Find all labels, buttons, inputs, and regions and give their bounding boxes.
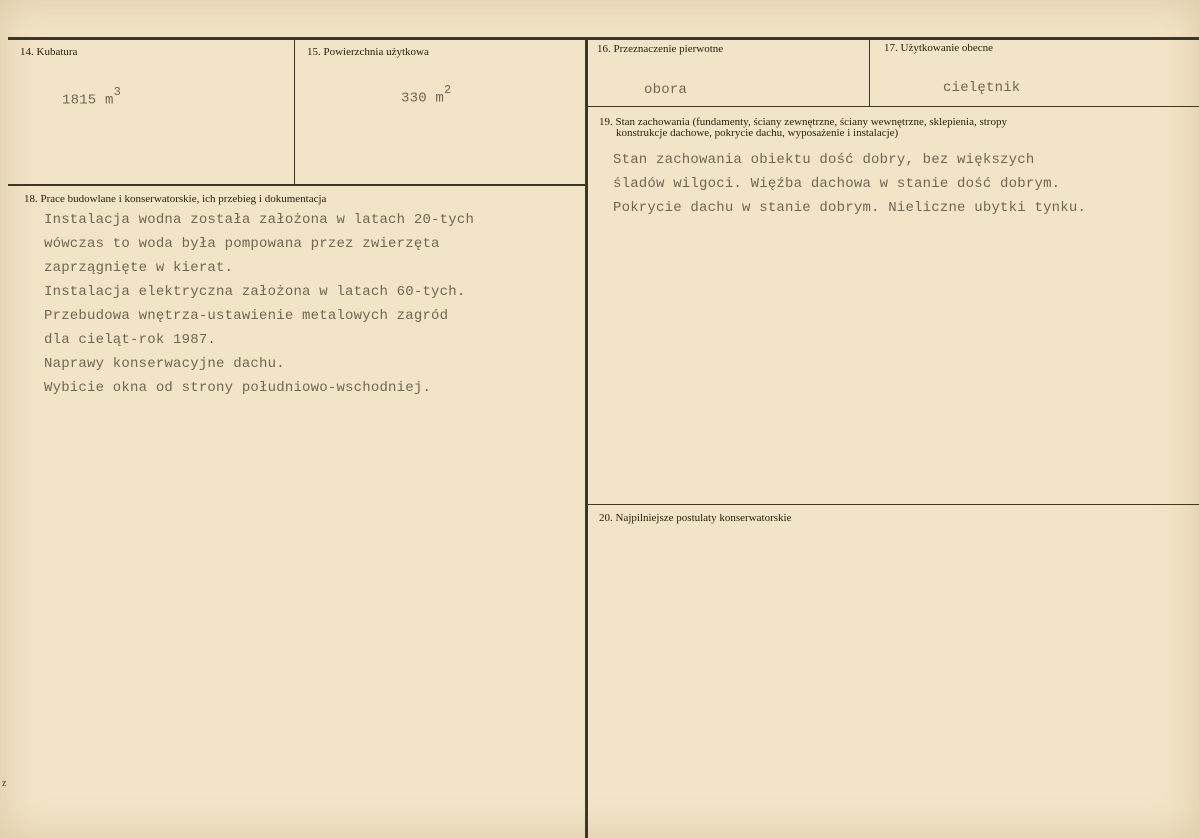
field-15-label: 15. Powierzchnia użytkowa — [307, 46, 429, 58]
main-vertical-divider — [585, 40, 588, 838]
rule-under-14-15 — [8, 184, 585, 186]
field-18-text — [44, 208, 474, 400]
field-19-line: Pokrycie dachu w stanie dobrym. Nieliczne ubytki tynku. — [613, 200, 1087, 216]
rule-under-16-17 — [588, 106, 1199, 107]
field-19-label-line1: 19. Stan zachowania (fundamenty, ściany zewnętrzne, ściany wewnętrzne, sklepienia, stropy — [599, 116, 1007, 128]
field-18-line: dla cieląt-rok 1987. — [44, 332, 217, 348]
field-19-text — [613, 148, 1086, 220]
field-20-label: 20. Najpilniejsze postulaty konserwatorskie — [599, 512, 792, 524]
field-18-line: Instalacja wodna została założona w latach 20-tych — [44, 212, 475, 228]
field-19-line: śladów wilgoci. Więźba dachowa w stanie dość dobrym. — [613, 176, 1061, 192]
edge-mark: z — [2, 778, 7, 789]
field-14-unit-exponent: 3 — [113, 85, 122, 99]
field-15-value-text: 330 m — [401, 90, 445, 107]
field-18-line: Naprawy konserwacyjne dachu. — [44, 356, 285, 372]
field-15-unit-exponent: 2 — [444, 83, 452, 97]
field-18-line: Przebudowa wnętrza-ustawienie metalowych zagród — [44, 308, 449, 324]
field-16-label: 16. Przeznaczenie pierwotne — [597, 43, 724, 55]
field-14-label: 14. Kubatura — [20, 46, 78, 58]
divider-14-15 — [294, 40, 295, 184]
field-15-value — [401, 83, 452, 107]
rule-under-19 — [588, 504, 1199, 505]
field-18-line: Wybicie okna od strony południowo-wschodniej. — [44, 380, 432, 396]
field-14-value-text: 1815 m — [62, 92, 114, 109]
field-17-label: 17. Użytkowanie obecne — [884, 42, 994, 54]
field-19-label-line2: konstrukcje dachowe, pokrycie dachu, wyposażenie i instalacje) — [616, 127, 899, 139]
field-18-label: 18. Prace budowlane i konserwatorskie, ich przebieg i dokumentacja — [24, 193, 327, 205]
field-17-value: cielętnik — [943, 80, 1021, 96]
field-18-line: wówczas to woda była pompowana przez zwierzęta — [44, 236, 440, 252]
field-18-line: zaprzągnięte w kierat. — [44, 260, 234, 276]
field-16-value: obora — [644, 82, 688, 98]
divider-16-17 — [869, 40, 870, 106]
field-14-value — [62, 85, 122, 109]
field-19-line: Stan zachowania obiektu dość dobry, bez większych — [613, 152, 1035, 168]
field-18-line: Instalacja elektryczna założona w latach 60-tych. — [44, 284, 466, 300]
top-rule — [8, 37, 1199, 40]
